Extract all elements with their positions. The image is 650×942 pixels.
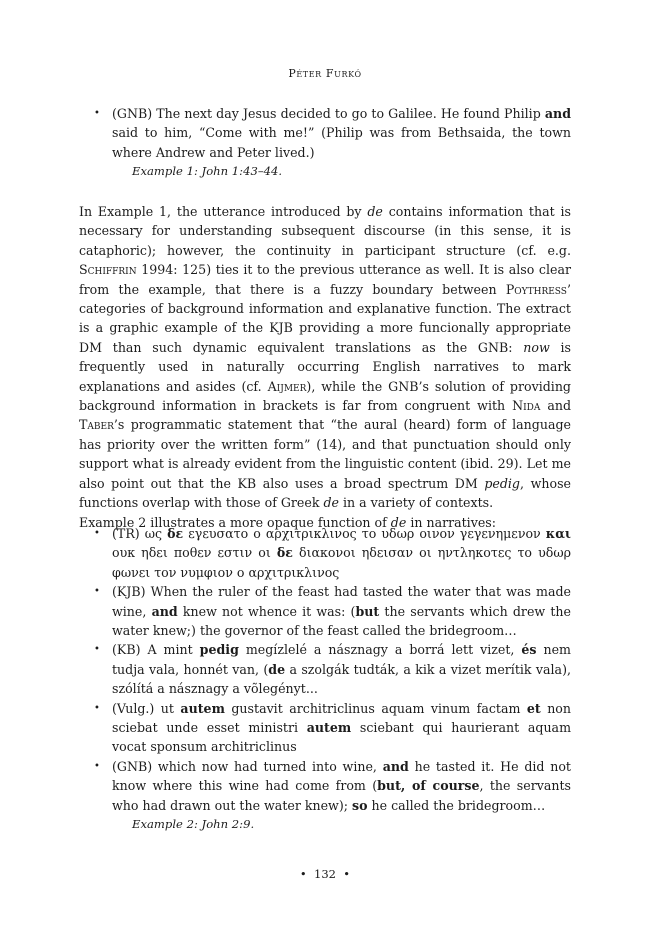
footer-bullet-left: • — [299, 867, 307, 881]
bold-term: autem — [180, 700, 225, 716]
bold-term: so — [352, 797, 368, 813]
bold-term: és — [521, 642, 537, 658]
bold-term: pedig — [199, 642, 239, 658]
author-name: Aijmer — [267, 378, 307, 394]
bullet-icon: • — [94, 528, 100, 539]
italic-term: de — [323, 495, 339, 511]
page-footer — [0, 867, 650, 881]
bold-term: et — [526, 700, 541, 716]
italic-term: de — [390, 514, 407, 530]
bullet-icon: • — [94, 586, 100, 598]
bold-term: and — [544, 106, 571, 121]
example-2-caption: Example 2: John 2:9. — [132, 817, 255, 832]
page-number: 132 — [314, 867, 336, 881]
list-item: • (KB) A mint pedig megízlelé a násznagy a borrá lett vizet, és nem tudja vala, honnét van, (de a szolgák tudták, a kik a vizet merítik vala), szólítá a násznagy a võlegényt... — [94, 642, 571, 697]
bold-term: and — [382, 758, 409, 774]
bold-term: δε — [167, 526, 184, 541]
footer-bullet-right: • — [343, 867, 351, 881]
example-1-list — [79, 104, 571, 162]
bullet-icon: • — [94, 702, 100, 714]
italic-term: de — [367, 204, 383, 219]
list-item: • (GNB) which now had turned into wine, and he tasted it. He did not know where this wine had come from (but, of course, the servants who had drawn out the water knew); so he called the bridegroom… — [94, 758, 571, 813]
bold-term: και — [545, 526, 572, 541]
bullet-icon: • — [94, 108, 100, 119]
list-item: • (KJB) When the ruler of the feast had tasted the water that was made wine, and knew not whence it was: (but the servants which drew the water knew;) the governor of the feast called the bridegroom… — [94, 584, 571, 639]
italic-term: now — [523, 339, 550, 355]
example-2-list — [79, 524, 571, 815]
bold-term: δε — [276, 545, 293, 561]
discussion-paragraph: In Example 1, the utterance introduced by de contains information that is necessary for understanding subsequent discourse (in this sense, it is cataphoric); however, the continuity in participant structure (cf. e.g. Schiffrin 1994: 125) ties it to the previous utterance as well. It is also clear from the example, that there is a fuzzy boundary between Poythress’ categories of background information and explanative function. The extract is a graphic example of the KJB providing a more funcionally appropriate DM than such dynamic equivalent translations as the GNB: now is frequently used in naturally occurring English narratives to mark explanations and asides (cf. Aijmer), while the GNB’s solution of providing background information in brackets is far from congruent with Nida and Taber’s programmatic statement that “the aural (heard) form of language has priority over the written form” (14), and that punctuation should only support what is already evident from the linguistic content (ibid. 29). Let me also point out that the KB also uses a broad spectrum DM pedig, whose functions overlap with those of Greek de in a variety of contexts. — [79, 204, 572, 511]
example-1-block — [79, 104, 571, 181]
example-2-intro: Example 2 illustrates a more opaque function of de in narratives: — [79, 514, 496, 530]
author-name: Schiffrin — [79, 262, 137, 278]
example-1-caption: Example 1: John 1:43–44. — [132, 164, 283, 179]
italic-term: pedig — [484, 475, 520, 491]
running-header: Péter Furkó — [288, 67, 362, 80]
bold-term: autem — [306, 720, 352, 736]
bold-term: but — [355, 603, 380, 619]
author-name: Taber — [79, 417, 114, 433]
bold-term: but, of course — [377, 778, 480, 794]
list-item: • (TR) ως δε εγευσατο ο αρχιτρικλινος το υδωρ οινον γεγενημενον και ουκ ηδει ποθεν εστιν οι δε διακονοι ηδεισαν οι ηντληκοτες το υδωρ φωνει τον νυμφιον ο αρχιτρικλινος — [94, 526, 572, 580]
bullet-icon: • — [94, 760, 100, 772]
list-item: • (GNB) The next day Jesus decided to go to Galilee. He found Philip and said to him, “Come with me!” (Philip was from Bethsaida, the town where Andrew and Peter lived.) — [94, 106, 571, 160]
author-name: Poythress — [505, 281, 567, 297]
example-2-block — [79, 524, 571, 834]
discussion-block — [79, 202, 571, 532]
list-item: • (Vulg.) ut autem gustavit architriclinus aquam vinum factam et non sciebat unde esset ministri autem sciebant qui haurierant aquam vocat sponsum architriclinus — [94, 700, 572, 755]
bullet-icon: • — [94, 644, 100, 656]
bold-term: and — [151, 603, 178, 619]
author-name: Nida — [512, 398, 541, 414]
bold-term: de — [268, 661, 286, 677]
